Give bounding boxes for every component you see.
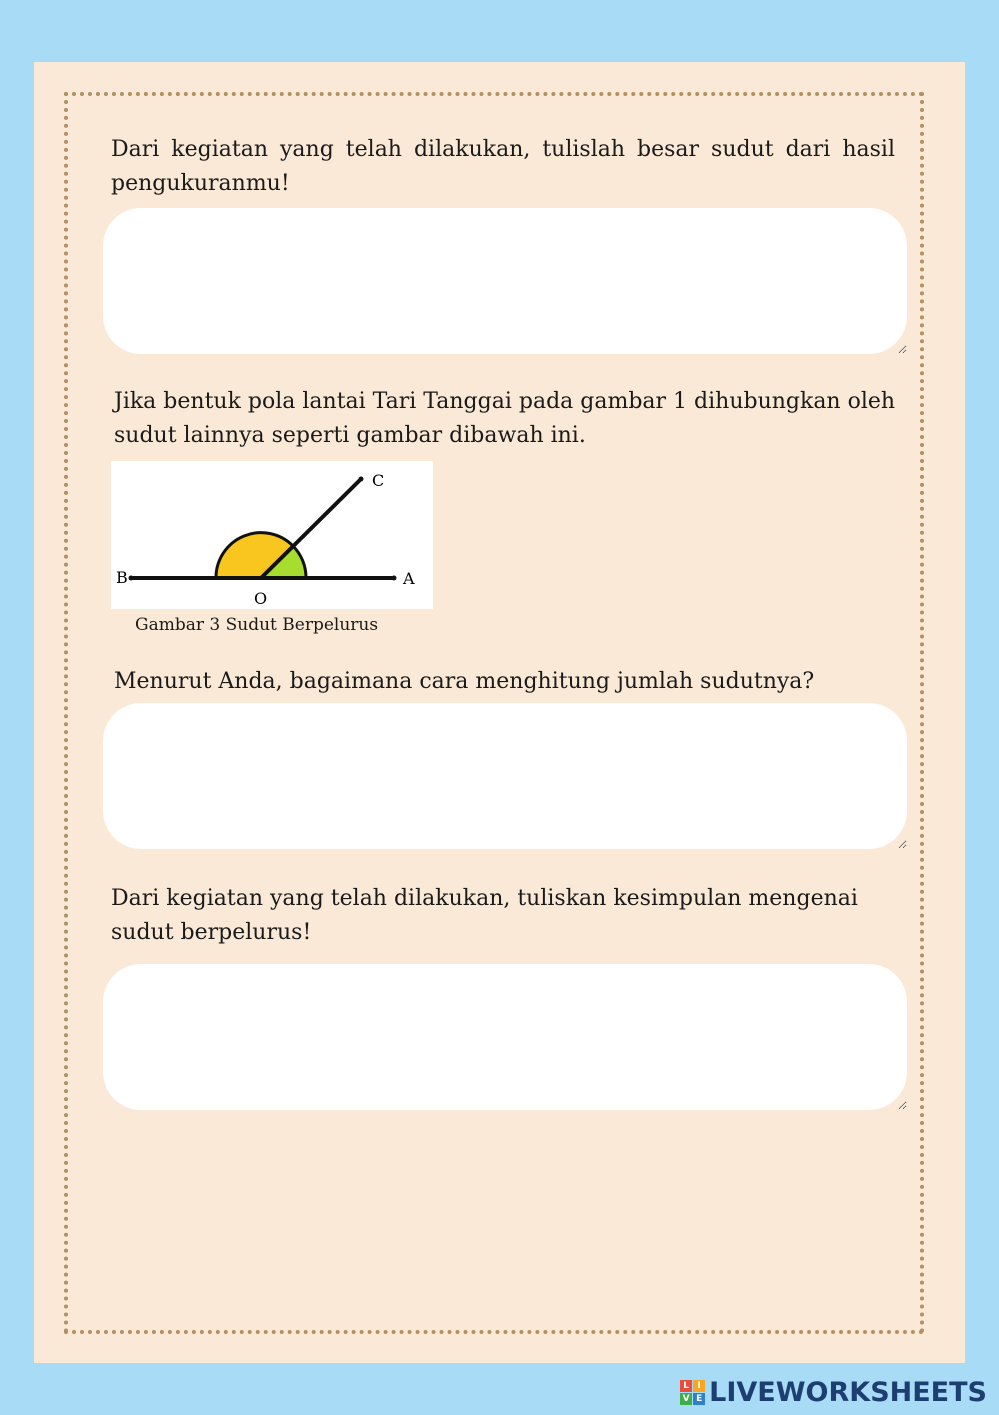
question-4-text: Dari kegiatan yang telah dilakukan, tuliskan kesimpulan mengenai sudut berpelurus! (111, 886, 858, 945)
logo-tile-l: L (680, 1380, 692, 1392)
figure-caption: Gambar 3 Sudut Berpelurus (135, 615, 379, 635)
label-a: A (403, 569, 415, 588)
point-a (392, 576, 397, 581)
label-c: C (372, 471, 385, 490)
label-o: O (254, 589, 268, 608)
logo-mark-icon (680, 1380, 705, 1405)
answer-box-1[interactable] (103, 208, 907, 354)
liveworksheets-logo (680, 1375, 987, 1409)
answer-box-2[interactable] (103, 703, 907, 849)
label-b: B (116, 568, 128, 587)
question-3-text: Menurut Anda, bagaimana cara menghitung jumlah sudutnya? (114, 669, 815, 694)
logo-tile-i: I (693, 1380, 705, 1392)
answer-box-3[interactable] (103, 964, 907, 1110)
logo-text: LIVEWORKSHEETS (709, 1376, 987, 1408)
worksheet-page (34, 62, 965, 1363)
logo-tile-e: E (693, 1393, 705, 1405)
straight-angle-figure (111, 461, 433, 609)
point-b (129, 576, 134, 581)
point-c (359, 477, 364, 482)
logo-tile-v: V (680, 1393, 692, 1405)
ray-oc (261, 479, 361, 578)
angle-diagram (111, 461, 433, 609)
question-2-text: Jika bentuk pola lantai Tari Tanggai pada gambar 1 dihubungkan oleh sudut lainnya seperti gambar dibawah ini. (114, 389, 896, 448)
question-1-text: Dari kegiatan yang telah dilakukan, tulislah besar sudut dari hasil pengukuranmu! (111, 137, 895, 196)
